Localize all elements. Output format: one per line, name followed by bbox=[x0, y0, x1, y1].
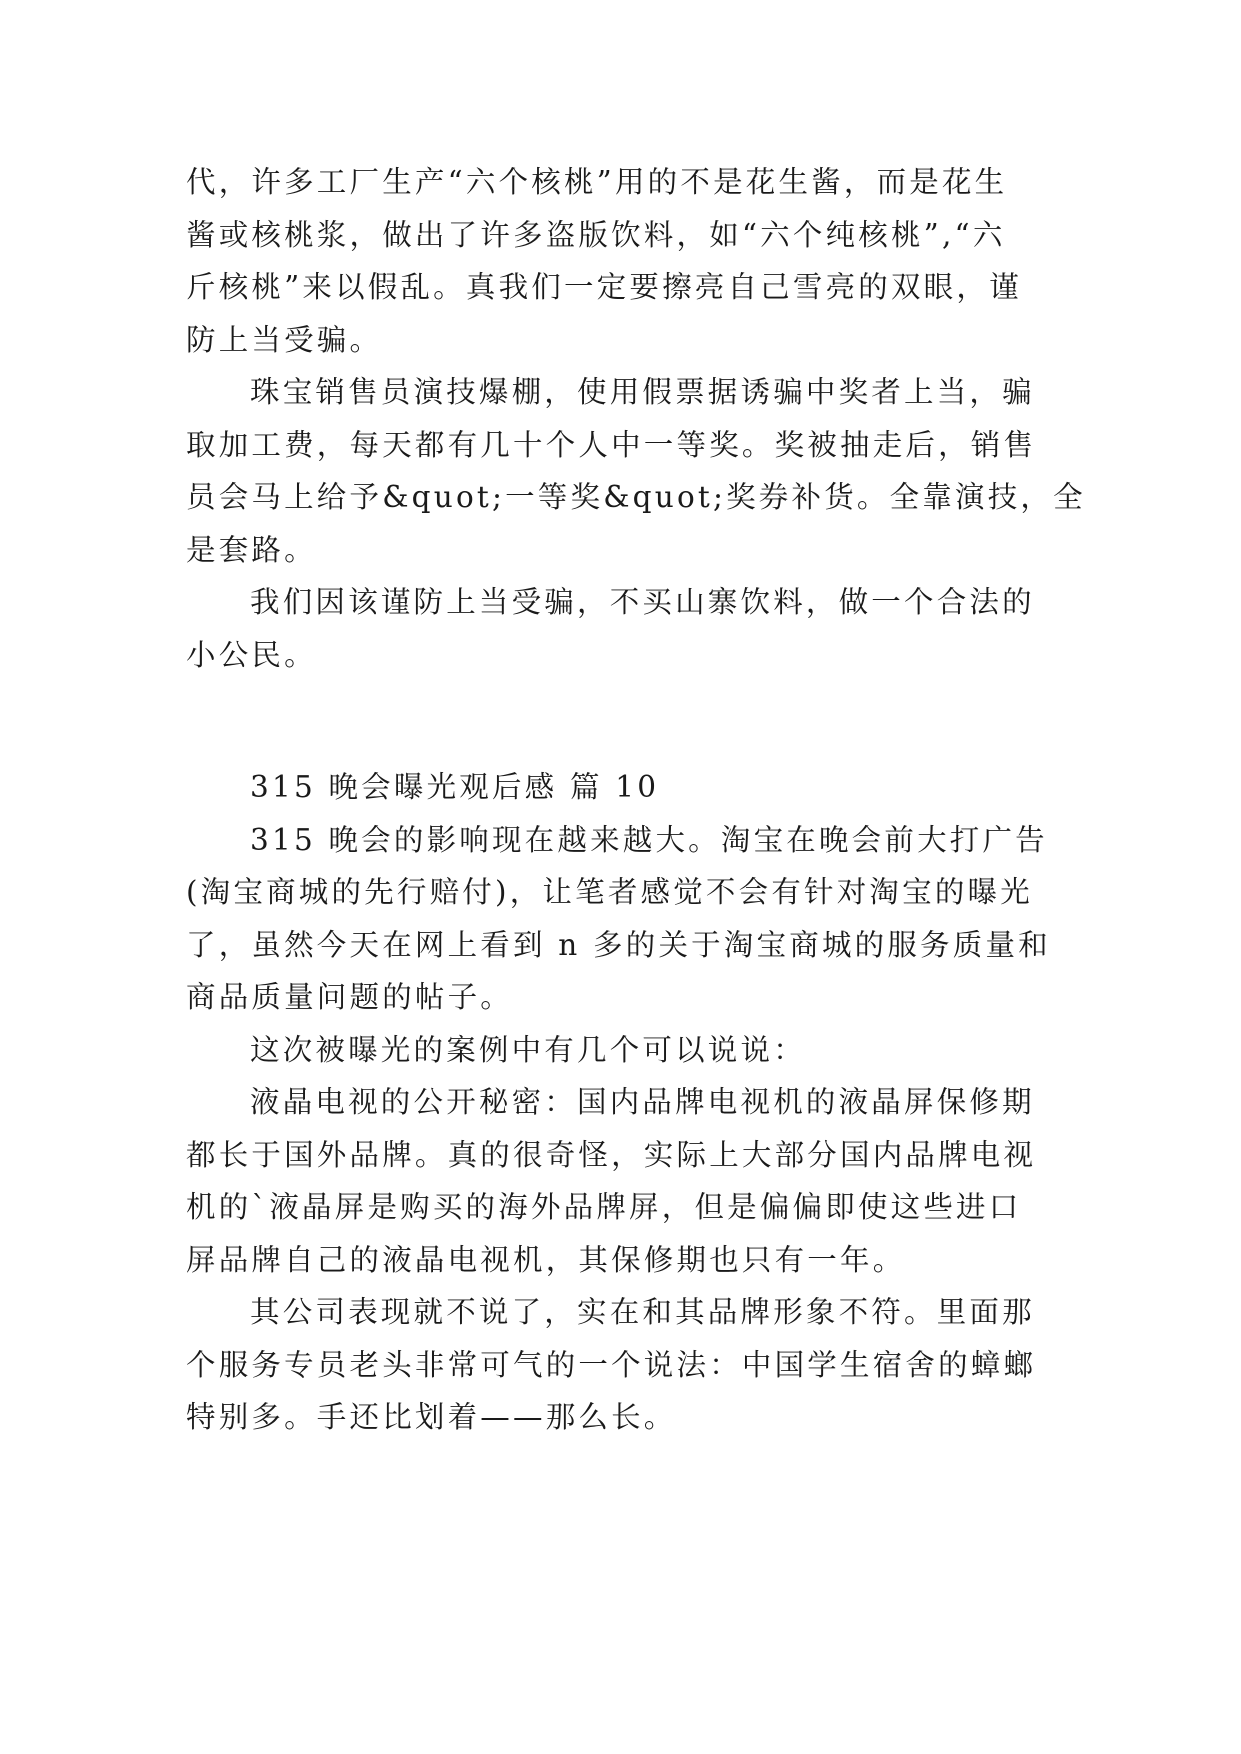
paragraph-line: 都长于国外品牌。真的很奇怪，实际上大部分国内品牌电视 bbox=[186, 1137, 1037, 1172]
paragraph-line: 液晶电视的公开秘密：国内品牌电视机的液晶屏保修期 bbox=[250, 1085, 1035, 1119]
section-title: 315 晚会曝光观后感 篇 10 bbox=[250, 770, 660, 804]
paragraph-line: 315 晚会的影响现在越来越大。淘宝在晚会前大打广告 bbox=[250, 822, 1048, 857]
section-gap bbox=[186, 681, 1055, 761]
paragraph-line: 了，虽然今天在网上看到 n 多的关于淘宝商城的服务质量和 bbox=[186, 927, 1051, 962]
paragraph-line: 取加工费，每天都有几十个人中一等奖。奖被抽走后，销售 bbox=[186, 427, 1037, 462]
document-body bbox=[186, 156, 1086, 1444]
paragraph-line: 防上当受骗。 bbox=[186, 322, 383, 357]
paragraph-line: 我们因该谨防上当受骗，不买山寨饮料，做一个合法的 bbox=[250, 585, 1035, 619]
paragraph-line: 是套路。 bbox=[186, 532, 317, 567]
paragraph-line: 其公司表现就不说了，实在和其品牌形象不符。里面那 bbox=[250, 1295, 1035, 1329]
paragraph-line: 酱或核桃浆，做出了许多盗版饮料，如“六个纯核桃”,“六 bbox=[186, 217, 1006, 252]
paragraph-line: 珠宝销售员演技爆棚，使用假票据诱骗中奖者上当，骗 bbox=[250, 375, 1035, 409]
paragraph-line: 个服务专员老头非常可气的一个说法：中国学生宿舍的蟑螂 bbox=[186, 1347, 1037, 1382]
paragraph-line: 特别多。手还比划着——那么长。 bbox=[186, 1400, 677, 1434]
paragraph-line: 代，许多工厂生产“六个核桃”用的不是花生酱，而是花生 bbox=[186, 165, 1008, 199]
paragraph-line: 商品质量问题的帖子。 bbox=[186, 980, 514, 1014]
paragraph-line: 员会马上给予&quot;一等奖&quot;奖券补货。全靠演技，全 bbox=[186, 480, 1086, 514]
paragraph-line: 斤核桃”来以假乱。真我们一定要擦亮自己雪亮的双眼，谨 bbox=[186, 270, 1022, 304]
paragraph-line: 机的`液晶屏是购买的海外品牌屏，但是偏偏即使这些进口 bbox=[186, 1190, 1022, 1224]
paragraph-line: 这次被曝光的案例中有几个可以说说： bbox=[250, 1032, 806, 1067]
paragraph-line: 屏品牌自己的液晶电视机，其保修期也只有一年。 bbox=[186, 1242, 906, 1277]
paragraph-line: 小公民。 bbox=[186, 637, 317, 672]
paragraph-line: (淘宝商城的先行赔付)，让笔者感觉不会有针对淘宝的曝光 bbox=[186, 875, 1033, 909]
